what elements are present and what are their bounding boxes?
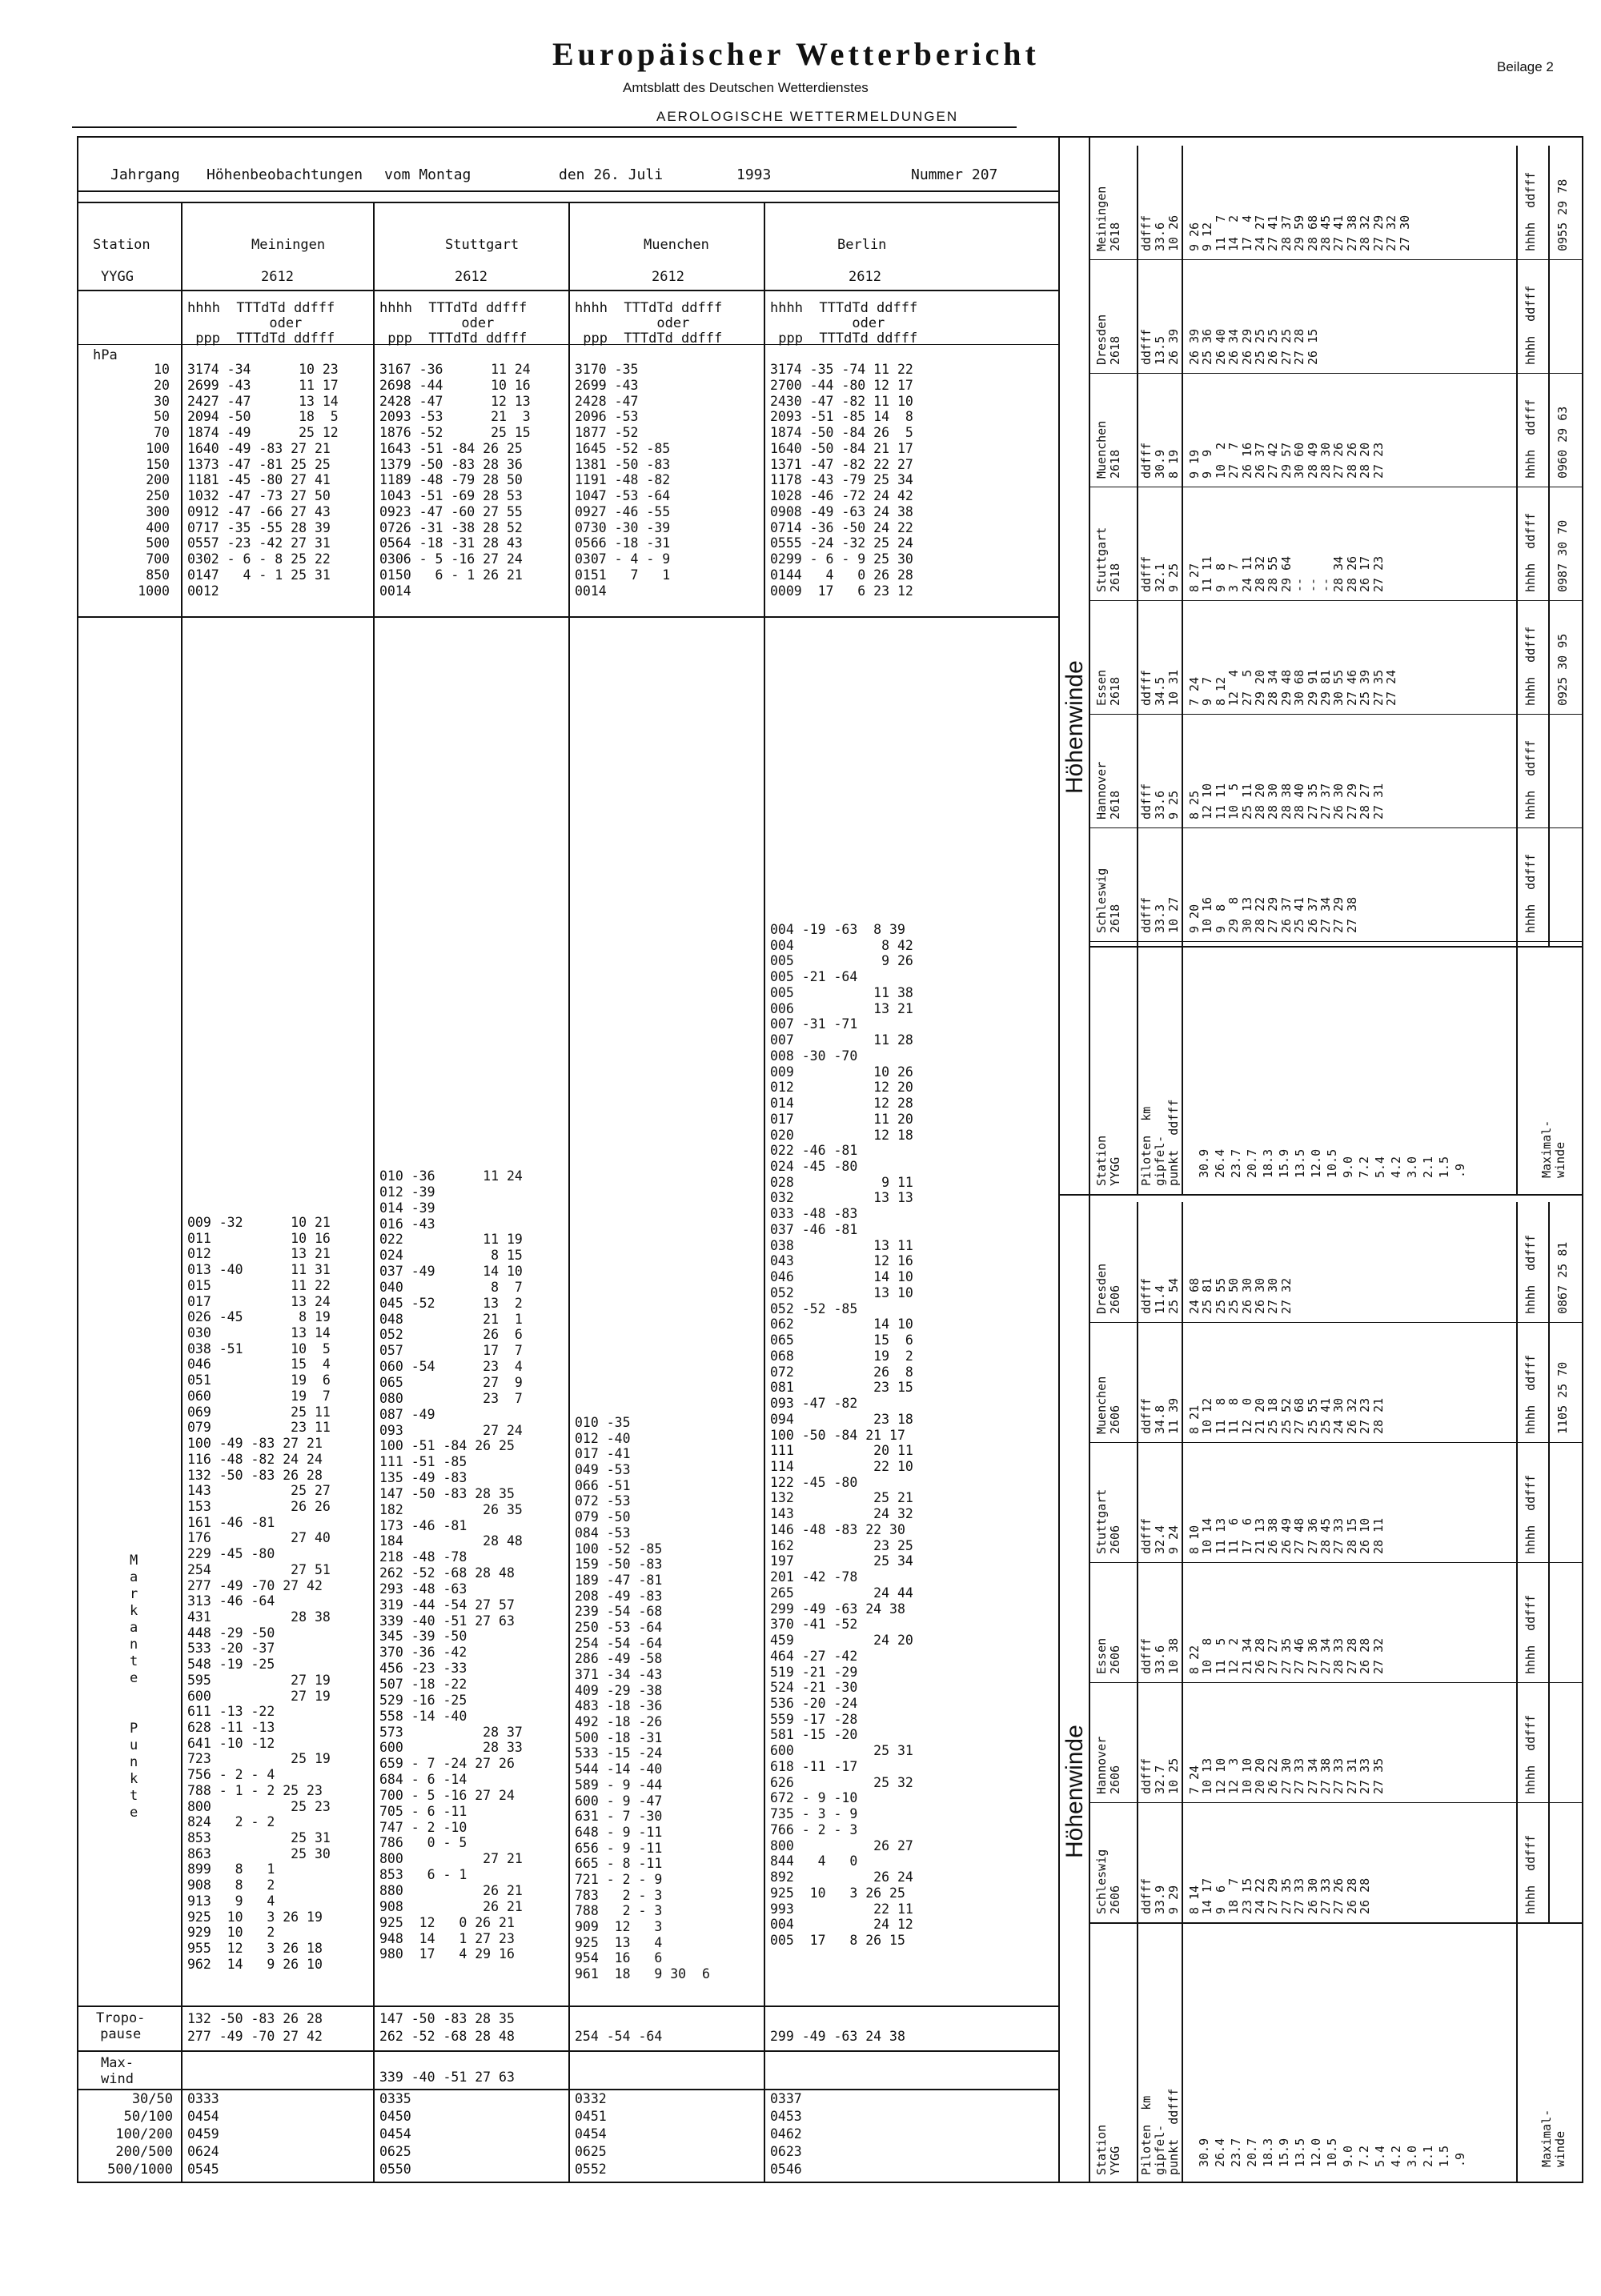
- rule: [1089, 946, 1582, 948]
- column-head: [575, 301, 722, 347]
- soundings-panel: [77, 136, 1060, 2183]
- tropo-stuttgart: 147 -50 -83 28 35 262 -52 -68 28 48: [379, 2011, 515, 2044]
- tropo-berlin: 299 -49 -63 24 38: [770, 2029, 905, 2044]
- tropopause-label: Tropo- pause: [96, 2010, 146, 2042]
- station-band-divider: [1089, 1562, 1582, 1563]
- station-name: Meiningen: [251, 237, 326, 253]
- upper-winds-02: [1060, 138, 1582, 1194]
- col-head-line: oder: [575, 315, 690, 331]
- jahrgang-label: Jahrgang: [110, 166, 180, 183]
- col-divider: [181, 202, 183, 2183]
- pressure-level: 400: [146, 519, 170, 535]
- tropo-muenchen: 254 -54 -64: [575, 2029, 663, 2044]
- tropo-meiningen: 132 -50 -83 26 28 277 -49 -70 27 42: [187, 2011, 323, 2044]
- hhhh-label: hhhh ddfff: [1523, 1234, 1538, 1314]
- col-divider: [1548, 1202, 1550, 1922]
- station-maxwind: 0960 29 63: [1555, 406, 1570, 479]
- wind-station-head: ddfff 32.7 10 25: [1139, 1757, 1181, 1794]
- hhhh-label: hhhh ddfff: [1523, 1834, 1538, 1914]
- wind-station-name: Meiningen 2618: [1094, 186, 1122, 251]
- wind-station-name: Stuttgart 2618: [1094, 527, 1122, 592]
- hhhh-label: hhhh ddfff: [1523, 512, 1538, 592]
- hhhh-label: hhhh ddfff: [1523, 285, 1538, 365]
- wind-station-values: 8 22 10 8 11 5 12 2 21 34 26 28 27 27 27 35 27 46 27 36 27 34 28 33 27 28 26 28 27 32: [1187, 1637, 1386, 1674]
- wind-station-name: Dresden 2606: [1094, 1263, 1122, 1314]
- wind-station-head: ddfff 33.3 10 27: [1139, 896, 1181, 933]
- col-divider: [1137, 1202, 1138, 1922]
- sig-points-berlin: 004 -19 -63 8 39 004 8 42 005 9 26 005 -21 -64 005 11 38 006 13 21 007 -31 -71 007 11 28 008 -30 -70 009 10 26 012 12 20 014 12 28 017 11 20 020 12 18 022 -46 -81 024 -45 -80 028 9 11 032 13 13 033 -48 -83 037 -46 -81 038 13 11 043 12 16 046 14 10 052 13 10 052 -52 -85 062 14 10 065 15 6 068 19 2 072 26 8 081 23 15 093 -47 -82 094 23 18 100 -50 -84 21 17 111 20 11 114 22 10 122 -45 -80 132 25 21 143 24 32 146 -48 -83 22 30 162 23 25 197 25 34 201 -42 -78 265 24 44 299 -49 -63 24 38 370 -41 -52 459 24 20 464 -27 -42 519 -21 -29 524 -21 -30 536 -20 -24 559 -17 -28 581 -15 -20 600 25 31 618 -11 -17 626 25 32 672 - 9 -10 735 - 3 - 9 766 - 2 - 3 800 26 27 844 4 0 892 26 24 925 10 3 26 25 993 22 11 004 24 12 005 17 8 26 15: [770, 922, 913, 1948]
- col-divider: [1516, 146, 1518, 946]
- wind-station-values: 9 20 10 16 9 8 29 8 30 13 28 22 27 29 26 37 25 41 26 37 27 34 27 29 27 38: [1187, 896, 1359, 933]
- hhhh-label: hhhh ddfff: [1523, 1354, 1538, 1434]
- pressure-level: 1000: [138, 583, 170, 599]
- obs-label: Höhenbeobachtungen: [207, 166, 363, 183]
- col-head-line: hhhh TTTdTd ddfff: [770, 300, 918, 316]
- hhhh-label: hhhh ddfff: [1523, 626, 1538, 706]
- std-levels-stuttgart: 3167 -36 11 24 2698 -44 10 16 2428 -47 12 13 2093 -53 21 3 1876 -52 25 15 1643 -51 -84 26 25 1379 -50 -83 28 36 1189 -48 -79 28 50 1043 -51 -69 28 53 0923 -47 -60 27 55 0726 -31 -38 28 52 0564 -18 -31 28 43 0306 - 5 -16 27 24 0150 6 - 1 26 21 0014: [379, 362, 531, 599]
- shear-muenchen: 0332 0451 0454 0625 0552: [575, 2091, 607, 2177]
- wind-station-values: 24 68 25 81 25 55 25 50 26 30 26 30 27 30 27 32: [1187, 1277, 1294, 1314]
- station-band-divider: [1089, 1442, 1582, 1443]
- wind-station-name: Stuttgart 2606: [1094, 1489, 1122, 1554]
- pressure-level: 150: [146, 456, 170, 472]
- station-maxwind: 1105 25 70: [1555, 1361, 1570, 1434]
- station-yygg-head: Station YYGG: [1094, 2124, 1122, 2175]
- heading-rule: [72, 126, 1017, 128]
- rule: [78, 616, 1060, 618]
- pressure-level: 700: [146, 551, 170, 567]
- hhhh-label: hhhh ddfff: [1523, 171, 1538, 251]
- pressure-level: 500: [146, 535, 170, 551]
- wind-station-name: Essen 2618: [1094, 669, 1122, 706]
- hhhh-label: hhhh ddfff: [1523, 739, 1538, 819]
- station-band-divider: [1089, 373, 1582, 374]
- column-head: [187, 301, 335, 347]
- year-label: 1993: [736, 166, 772, 183]
- col-divider: [1548, 146, 1550, 946]
- col-divider: [373, 202, 375, 2183]
- station-maxwind: 0867 25 81: [1555, 1241, 1570, 1314]
- pressure-level: 200: [146, 472, 170, 488]
- upper-winds-06: [1060, 1194, 1582, 2183]
- col-divider: [1182, 1922, 1183, 2183]
- wind-station-head: ddfff 33.6 9 25: [1139, 783, 1181, 819]
- wind-station-name: Dresden 2618: [1094, 314, 1122, 365]
- wind-station-values: 8 25 12 10 11 11 10 5 25 11 28 20 28 30 28 38 28 40 27 35 27 37 26 30 27 29 28 27 27 31: [1187, 783, 1386, 819]
- masthead-title: Europäischer Wetterbericht: [552, 36, 1040, 72]
- maximal-winde-label: Maximal- winde: [1539, 1120, 1567, 1178]
- station-name: Muenchen: [644, 237, 709, 253]
- col-divider: [1516, 1922, 1518, 2183]
- col-divider: [1516, 946, 1518, 1194]
- col-divider: [1137, 146, 1138, 946]
- station-maxwind: 0955 29 78: [1555, 178, 1570, 251]
- sig-points-stuttgart: 010 -36 11 24 012 -39 014 -39 016 -43 022 11 19 024 8 15 037 -49 14 10 040 8 7 045 -52 13 2 048 21 1 052 26 6 057 17 7 060 -54 23 4 065 27 9 080 23 7 087 -49 093 27 24 100 -51 -84 26 25 111 -51 -85 135 -49 -83 147 -50 -83 28 35 182 26 35 173 -46 -81 184 28 48 218 -48 -78 262 -52 -68 28 48 293 -48 -63 319 -44 -54 27 57 339 -40 -51 27 63 345 -39 -50 370 -36 -42 456 -23 -33 507 -18 -22 529 -16 -25 558 -14 -40 573 28 37 600 28 33 659 - 7 -24 27 26 684 - 6 -14 700 - 5 -16 27 24 705 - 6 -11 747 - 2 -10 786 0 - 5 800 27 21 853 6 - 1 880 26 21 908 26 21 925 12 0 26 21 948 14 1 27 23 980 17 4 29 16: [379, 1168, 523, 1962]
- wind-station-head: ddfff 33.6 10 38: [1139, 1637, 1181, 1674]
- station-band-divider: [1089, 600, 1582, 601]
- station-band-divider: [1089, 1322, 1582, 1323]
- col-head-line: ppp TTTdTd ddfff: [770, 331, 918, 347]
- wind-station-name: Schleswig 2618: [1094, 868, 1122, 933]
- hhhh-label: hhhh ddfff: [1523, 1474, 1538, 1554]
- col-head-line: hhhh TTTdTd ddfff: [575, 300, 723, 316]
- wind-station-values: 9 26 9 12 11 7 14 2 17 4 24 27 27 41 28 37 29 59 28 68 28 45 27 41 27 38 28 32 27 29 27 32 27 30: [1187, 214, 1412, 251]
- station-maxwind: 0925 30 95: [1555, 633, 1570, 706]
- col-head-line: ppp TTTdTd ddfff: [379, 331, 528, 347]
- col-head-line: oder: [770, 315, 885, 331]
- wind-station-name: Muenchen 2606: [1094, 1376, 1122, 1434]
- wind-station-head: ddfff 13.5 26 39: [1139, 328, 1181, 365]
- beilage-label: Beilage 2: [1497, 59, 1554, 74]
- wind-station-head: ddfff 11.4 25 54: [1139, 1277, 1181, 1314]
- hoehenwinde-label-top: Höhenwinde: [1061, 660, 1088, 794]
- std-levels-berlin: 3174 -35 -74 11 22 2700 -44 -80 12 17 2430 -47 -82 11 10 2093 -51 -85 14 8 1874 -50 -84 26 5 1640 -50 -84 21 17 1371 -47 -82 22 27 1178 -43 -79 25 34 1028 -46 -72 24 42 0908 -49 -63 24 38 0714 -36 -50 24 22 0555 -24 -32 25 24 0299 - 6 - 9 25 30 0144 4 0 26 28 0009 17 6 23 12: [770, 362, 913, 599]
- wind-station-name: Hannover 2606: [1094, 1736, 1122, 1794]
- wind-station-head: ddfff 34.5 10 31: [1139, 669, 1181, 706]
- col-divider: [1182, 146, 1183, 946]
- shear-meiningen: 0333 0454 0459 0624 0545: [187, 2091, 219, 2177]
- station-band-divider: [1089, 259, 1582, 260]
- wind-station-head: ddfff 34.8 11 39: [1139, 1397, 1181, 1434]
- sig-points-muenchen: 010 -35 012 -40 017 -41 049 -53 066 -51 072 -53 079 -50 084 -53 100 -52 -85 159 -50 -83 189 -47 -81 208 -49 -83 239 -54 -68 250 -53 -64 254 -54 -64 286 -49 -58 371 -34 -43 409 -29 -38 483 -18 -36 492 -18 -26 500 -18 -31 533 -15 -24 544 -14 -40 589 - 9 -44 600 - 9 -47 631 - 7 -30 648 - 9 -11 656 - 9 -11 665 - 8 -11 721 - 2 - 9 783 2 - 3 788 2 - 3 909 12 3 925 13 4 954 16 6 961 18 9 30 6: [575, 1415, 710, 1982]
- pressure-level: 300: [146, 503, 170, 519]
- wind-station-head: ddfff 32.1 9 25: [1139, 555, 1181, 592]
- station-code: 2612: [261, 269, 294, 285]
- rule: [78, 2050, 1060, 2052]
- hhhh-label: hhhh ddfff: [1523, 399, 1538, 479]
- col-head-line: oder: [187, 315, 303, 331]
- wind-station-name: Schleswig 2606: [1094, 1849, 1122, 1914]
- col-head-line: ppp TTTdTd ddfff: [187, 331, 335, 347]
- masthead-subtitle: Amtsblatt des Deutschen Wetterdienstes: [623, 80, 869, 95]
- pressure-level: 30: [154, 393, 170, 409]
- rule: [78, 2089, 1060, 2090]
- rule: [78, 290, 1060, 291]
- station-yygg-head: Station YYGG: [1094, 1135, 1122, 1186]
- col-divider: [1182, 1202, 1183, 1922]
- std-levels-meiningen: 3174 -34 10 23 2699 -43 11 17 2427 -47 13 14 2094 -50 18 5 1874 -49 25 12 1640 -49 -83 27 21 1373 -47 -81 25 25 1181 -45 -80 27 41 1032 -47 -73 27 50 0912 -47 -66 27 43 0717 -35 -55 28 39 0557 -23 -42 27 31 0302 - 6 - 8 25 22 0147 4 - 1 25 31 0012: [187, 362, 339, 599]
- wind-station-name: Essen 2606: [1094, 1637, 1122, 1674]
- column-head: [379, 301, 527, 347]
- col-divider: [764, 202, 765, 2183]
- wind-station-values: 26 39 25 36 26 40 26 34 26 29 25 25 26 25 27 25 27 28 26 15: [1187, 328, 1320, 365]
- pressure-level: 850: [146, 567, 170, 583]
- pressure-levels: [90, 362, 170, 599]
- shear-stuttgart: 0335 0450 0454 0625 0550: [379, 2091, 411, 2177]
- col-head-line: hhhh TTTdTd ddfff: [187, 300, 335, 316]
- wind-station-head: ddfff 32.4 9 24: [1139, 1517, 1181, 1554]
- shear-layers: 30/50 50/100 100/200 200/500 500/1000: [107, 2091, 173, 2178]
- station-maxwind: 0987 30 70: [1555, 519, 1570, 592]
- maxwind-label: Max- wind: [101, 2055, 134, 2087]
- col-divider: [1516, 1202, 1518, 1922]
- station-code: 2612: [849, 269, 881, 285]
- station-band-divider: [1089, 827, 1582, 828]
- hoehenwinde-label-bottom: Höhenwinde: [1061, 1725, 1088, 1858]
- pressure-level: 100: [146, 440, 170, 456]
- col-divider: [568, 202, 570, 2183]
- pressure-level: 250: [146, 488, 170, 503]
- hhhh-label: hhhh ddfff: [1523, 853, 1538, 933]
- wind-station-head: ddfff 33.6 10 26: [1139, 214, 1181, 251]
- shear-berlin: 0337 0453 0462 0623 0546: [770, 2091, 802, 2177]
- col-divider: [1182, 946, 1183, 1194]
- hhhh-label: hhhh ddfff: [1523, 1594, 1538, 1674]
- sig-points-meiningen: 009 -32 10 21 011 10 16 012 13 21 013 -40 11 31 015 11 22 017 13 24 026 -45 8 19 030 13 14 038 -51 10 5 046 15 4 051 19 6 060 19 7 069 25 11 079 23 11 100 -49 -83 27 21 116 -48 -82 24 24 132 -50 -83 26 28 143 25 27 153 26 26 161 -46 -81 176 27 40 229 -45 -80 254 27 51 277 -49 -70 27 42 313 -46 -64 431 28 38 448 -29 -50 533 -20 -37 548 -19 -25 595 27 19 600 27 19 611 -13 -22 628 -11 -13 641 -10 -12 723 25 19 756 - 2 - 4 788 - 1 - 2 25 23 800 25 23 824 2 - 2 853 25 31 863 25 30 899 8 1 908 8 2 913 9 4 925 10 3 26 19 929 10 2 955 12 3 26 18 962 14 9 26 10: [187, 1215, 331, 1972]
- pressure-level: 10: [154, 362, 170, 377]
- pilot-head: Piloten km gipfel- punkt ddfff: [1139, 2088, 1181, 2175]
- rule: [1089, 1922, 1582, 1924]
- hhhh-label: hhhh ddfff: [1523, 1714, 1538, 1794]
- hpa-label: hPa: [93, 347, 118, 363]
- section-heading: AEROLOGISCHE WETTERMELDUNGEN: [656, 109, 959, 124]
- weekday-label: vom Montag: [384, 166, 471, 183]
- maximal-winde-label: Maximal- winde: [1539, 2109, 1567, 2167]
- wind-station-values: 7 24 10 13 12 10 12 3 10 10 20 20 26 22 27 30 27 33 27 34 27 38 27 33 27 31 27 33 27 35: [1187, 1757, 1386, 1794]
- pressure-level: 50: [154, 409, 170, 425]
- issue-number: Nummer 207: [911, 166, 998, 183]
- station-label: Station: [93, 237, 150, 253]
- pressure-level: 70: [154, 425, 170, 440]
- col-head-line: hhhh TTTdTd ddfff: [379, 300, 528, 316]
- station-code: 2612: [652, 269, 684, 285]
- station-name: Stuttgart: [445, 237, 520, 253]
- wind-station-head: ddfff 33.9 9 29: [1139, 1877, 1181, 1914]
- station-code: 2612: [455, 269, 488, 285]
- wind-station-head: ddfff 30.9 8 19: [1139, 442, 1181, 479]
- height-levels: 30.9 26.4 23.7 20.7 18.3 15.9 13.5 12.0 10.5 9.0 7.2 5.4 4.2 3.0 2.1 1.5 .9: [1197, 1148, 1467, 1178]
- height-levels: 30.9 26.4 23.7 20.7 18.3 15.9 13.5 12.0 10.5 9.0 7.2 5.4 4.2 3.0 2.1 1.5 .9: [1197, 2138, 1467, 2167]
- maxwind-stuttgart: 339 -40 -51 27 63: [379, 2070, 515, 2085]
- pilot-head: Piloten km gipfel- punkt ddfff: [1139, 1099, 1181, 1186]
- std-levels-muenchen: 3170 -35 2699 -43 2428 -47 2096 -53 1877 -52 1645 -52 -85 1381 -50 -83 1191 -48 -82 1047 -53 -64 0927 -46 -55 0730 -30 -39 0566 -18 -31 0307 - 4 - 9 0151 7 1 0014: [575, 362, 671, 599]
- station-band-divider: [1089, 941, 1582, 942]
- wind-station-values: 8 27 11 11 9 8 3 7 24 11 28 32 28 55 29 64 -- -- -- 28 34 28 26 26 17 27 23: [1187, 555, 1386, 592]
- station-band-divider: [1089, 1682, 1582, 1683]
- col-head-line: ppp TTTdTd ddfff: [575, 331, 723, 347]
- wind-station-values: 9 19 9 9 10 2 27 7 26 16 26 37 27 42 29 57 30 60 28 49 28 30 27 26 28 26 28 20 27 23: [1187, 442, 1386, 479]
- date-label: den 26. Juli: [559, 166, 664, 183]
- wind-station-name: Hannover 2618: [1094, 761, 1122, 819]
- pressure-level: 20: [154, 377, 170, 393]
- col-head-line: oder: [379, 315, 495, 331]
- markante-punkte-label: M a r k a n t e P u n k t e: [130, 1553, 138, 1821]
- station-band-divider: [1089, 714, 1582, 715]
- wind-station-values: 8 10 10 14 11 13 11 6 17 6 21 13 26 38 26 49 27 48 27 36 28 45 27 33 28 15 26 10 28 11: [1187, 1517, 1386, 1554]
- wind-station-values: 7 24 9 7 8 12 12 4 27 5 29 20 28 34 29 48 30 68 29 91 29 81 30 55 27 46 25 39 27 35 27 24: [1187, 669, 1399, 706]
- report-header: [78, 155, 1060, 192]
- winds-panel: [1060, 136, 1583, 2183]
- yygg-label: YYGG: [101, 269, 134, 285]
- station-band-divider: [1089, 1802, 1582, 1803]
- wind-station-values: 8 21 10 12 11 8 11 8 12 0 21 20 25 18 25 52 27 68 25 55 25 41 24 30 26 32 27 23 28 21: [1187, 1397, 1386, 1434]
- wind-station-values: 8 14 14 17 9 6 18 7 23 15 24 22 27 29 27 35 27 33 26 30 27 33 27 26 26 28 26 28: [1187, 1877, 1373, 1914]
- col-divider: [1137, 1922, 1138, 2183]
- col-divider: [1137, 946, 1138, 1194]
- wind-station-name: Muenchen 2618: [1094, 420, 1122, 479]
- rule: [78, 2005, 1060, 2007]
- column-head: [770, 301, 917, 347]
- station-name: Berlin: [837, 237, 887, 253]
